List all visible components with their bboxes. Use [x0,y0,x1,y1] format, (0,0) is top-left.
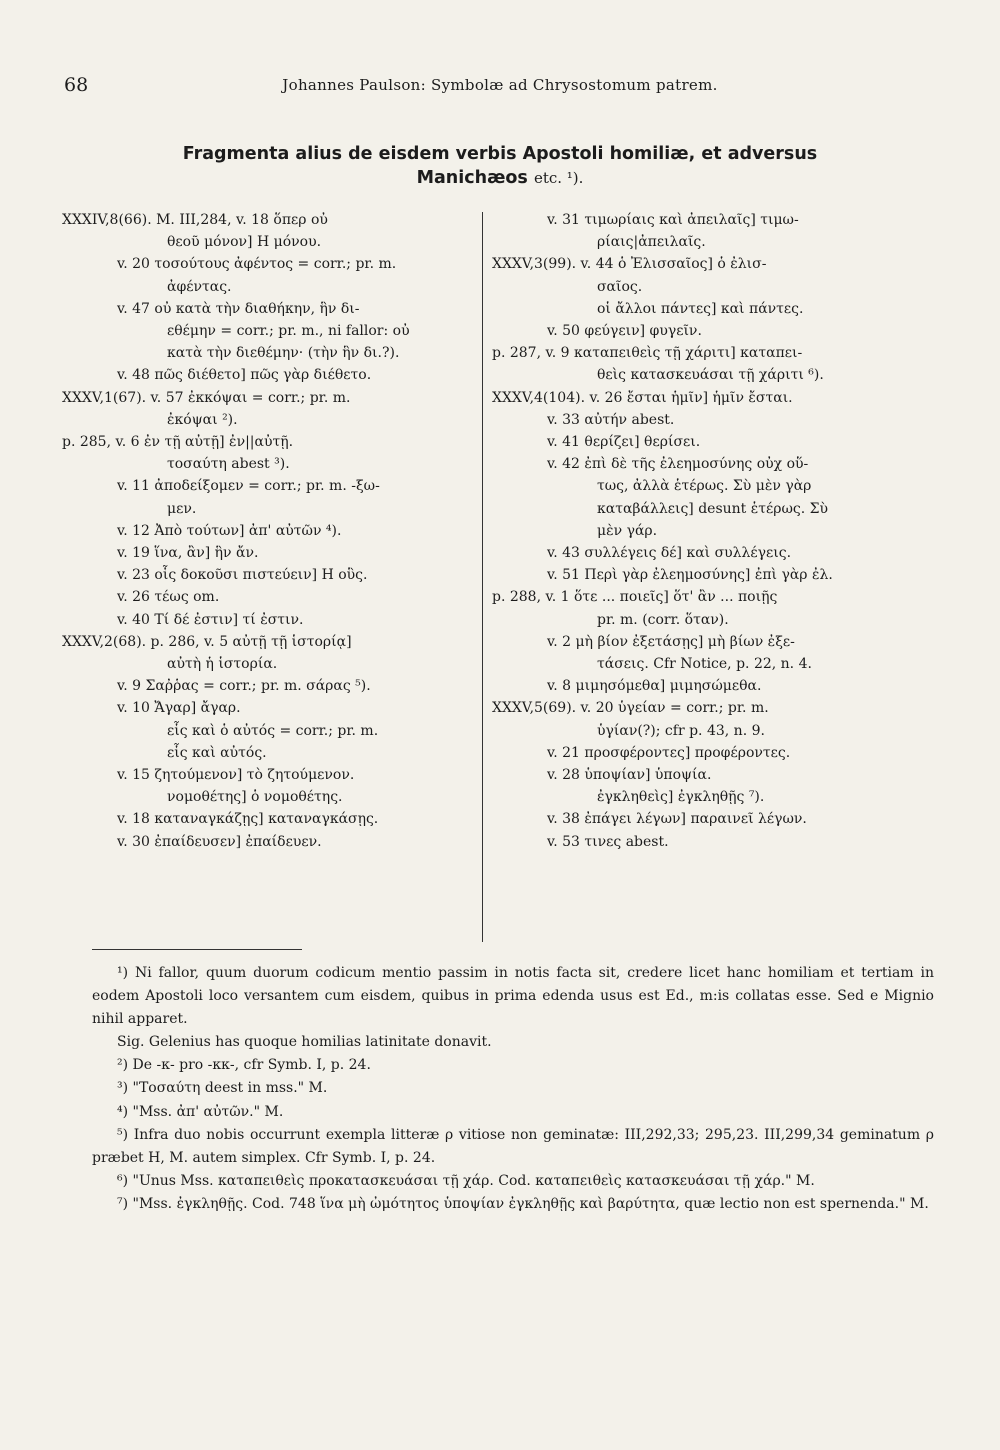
apparatus-line: p. 288, v. 1 ὅτε ... ποιεῖς] ὅτ' ἂν ... ποιῇς [492,589,778,606]
apparatus-line: v. 47 οὐ κατὰ τὴν διαθήκην, ἣν δι- [117,300,360,317]
apparatus-line: εἷς καὶ αὐτός. [167,744,267,761]
footnote: ²) De -κ- pro -κκ-, cfr Symb. I, p. 24. [117,1057,371,1074]
apparatus-line: v. 9 Σαῤῥας = corr.; pr. m. σάρας ⁵). [117,678,371,695]
left-column [62,209,477,853]
apparatus-line: v. 10 Ἄγαρ] ἄγαρ. [117,700,241,717]
footnote: ⁴) "Mss. ἀπ' αὐτῶν." M. [117,1103,284,1120]
column-divider [482,212,483,942]
right-column [492,209,932,853]
apparatus-line: θεοῦ μόνον] H μόνου. [167,234,322,251]
footnote: ³) "Τοσαύτη deest in mss." M. [117,1080,328,1097]
apparatus-line: p. 287, v. 9 καταπειθεὶς τῇ χάριτι] καταπει- [492,345,803,362]
apparatus-line: XXXV,2(68). p. 286, v. 5 αὐτῇ τῇ ἱστορίᾳ] [62,633,352,650]
apparatus-line: ὑγίαν(?); cfr p. 43, n. 9. [597,722,765,739]
apparatus-line: ρίαις|ἀπειλαῖς. [597,234,706,251]
footnote: ⁶) "Unus Mss. καταπειθεὶς προκατασκευάσαι τῇ χάρ. Cod. καταπειθεὶς κατασκευάσαι τῇ χάρ." M. [117,1172,815,1189]
apparatus-line: v. 40 Τί δέ ἐστιν] τί ἐστιν. [117,611,304,628]
apparatus-line: v. 11 ἀποδείξομεν = corr.; pr. m. -ξω- [117,478,380,495]
apparatus-line: v. 12 Ἀπὸ τούτων] ἀπ' αὐτῶν ⁴). [117,522,342,539]
apparatus-line: v. 15 ζητούμενον] τὸ ζητούμενον. [117,767,355,784]
apparatus-line: v. 33 αὐτήν abest. [547,411,675,428]
apparatus-line: v. 8 μιμησόμεθα] μιμησώμεθα. [547,678,762,695]
apparatus-line: εἷς καὶ ὁ αὐτός = corr.; pr. m. [167,722,379,739]
apparatus-line: θεὶς κατασκευάσαι τῇ χάριτι ⁶). [597,367,824,384]
apparatus-line: XXXV,3(99). v. 44 ὁ Ἐλισσαῖος] ὁ ἐλισ- [492,256,767,273]
footnote: ¹) Ni fallor, quum duorum codicum mentio passim in notis facta sit, credere licet hanc homiliam et tertiam in eodem Apostoli loco versantem cum eisdem, quibus in prima edenda usus est Ed., m:is collatas esse. Sed e Mignio nihil apparet. [92,965,934,1028]
running-title: Johannes Paulson: Symbolæ ad Chrysostomum patrem. [282,76,718,94]
apparatus-line: τοσαύτη abest ³). [167,456,290,473]
apparatus-line: v. 2 μὴ βίον ἐξετάσῃς] μὴ βίων ἐξε- [547,633,795,650]
apparatus-line: v. 51 Περὶ γὰρ ἐλεημοσύνης] ἐπὶ γὰρ ἐλ. [547,567,833,584]
apparatus-line: p. 285, v. 6 ἐν τῇ αὐτῇ] ἐν||αὐτῇ. [62,434,294,451]
apparatus-line: v. 48 πῶς διέθετο] πῶς γὰρ διέθετο. [117,367,372,384]
apparatus-line: v. 42 ἐπὶ δὲ τῆς ἐλεημοσύνης οὐχ οὕ- [547,456,809,473]
apparatus-line: v. 19 ἵνα, ἂν] ἣν ἄν. [117,545,259,562]
apparatus-line: v. 53 τινες abest. [547,833,669,850]
apparatus-line: ἐκόψαι ²). [167,411,238,428]
apparatus-line: v. 43 συλλέγεις δέ] καὶ συλλέγεις. [547,545,792,562]
apparatus-line: XXXV,4(104). v. 26 ἔσται ἡμῖν] ἡμῖν ἔσται. [492,389,793,406]
apparatus-line: μεν. [167,500,197,517]
apparatus-line: τάσεις. Cfr Notice, p. 22, n. 4. [597,656,812,673]
apparatus-line: ἀφέντας. [167,278,232,295]
footnotes [92,962,934,1216]
footnote: ⁷) "Mss. ἐγκληθῇς. Cod. 748 ἵνα μὴ ὠμότητος ὑποψίαν ἐγκληθῇς καὶ βαρύτητα, quæ lectio non est spernenda." M. [117,1195,929,1212]
footnote-rule [92,949,302,950]
apparatus-line: v. 21 προσφέροντες] προφέροντες. [547,744,791,761]
apparatus-line: XXXV,5(69). v. 20 ὑγείαν = corr.; pr. m. [492,700,769,717]
apparatus-line: v. 18 καταναγκάζῃς] καταναγκάσῃς. [117,811,379,828]
apparatus-line: v. 20 τοσούτους ἀφέντος = corr.; pr. m. [117,256,397,273]
apparatus-line: κατὰ τὴν διεθέμην· (τὴν ἣν δι.?). [167,345,400,362]
apparatus-line: νομοθέτης] ὁ νομοθέτης. [167,789,343,806]
section-title-line-1: Fragmenta alius de eisdem verbis Apostoli homiliæ, et adversus [182,144,818,164]
apparatus-line: v. 30 ἐπαίδευσεν] ἐπαίδευεν. [117,833,322,850]
apparatus-line: σαῖος. [597,278,643,295]
apparatus-line: XXXIV,8(66). M. III,284, v. 18 ὅπερ οὐ [62,212,328,228]
page-number: 68 [64,74,89,96]
footnote: ⁵) Infra duo nobis occurrunt exempla litteræ ρ vitiose non geminatæ: III,292,33; 295,23. III,299,34 geminatum ρ præbet H, M. autem simplex. Cfr Symb. I, p. 24. [92,1126,934,1166]
footnote: Sig. Gelenius has quoque homilias latinitate donavit. [117,1034,492,1051]
apparatus-line: τως, ἀλλὰ ἑτέρως. Σὺ μὲν γὰρ [597,478,812,495]
apparatus-line: μὲν γάρ. [597,522,658,539]
section-title-manichaeos: Manichæos [416,168,528,188]
apparatus-line: καταβάλλεις] desunt ἑτέρως. Σὺ [597,500,829,517]
apparatus-line: v. 41 θερίζει] θερίσει. [547,434,701,451]
apparatus-line: v. 23 οἷς δοκοῦσι πιστεύειν] H οὓς. [117,567,368,584]
section-title-etc: etc. ¹). [533,169,584,187]
apparatus-line: XXXV,1(67). v. 57 ἐκκόψαι = corr.; pr. m. [62,389,351,406]
apparatus-line: pr. m. (corr. ὅταν). [597,611,729,628]
apparatus-line: v. 26 τέως om. [117,589,220,606]
apparatus-line: v. 38 ἐπάγει λέγων] παραινεῖ λέγων. [547,811,807,828]
apparatus-line: εθέμην = corr.; pr. m., ni fallor: οὐ [167,323,410,340]
section-title-line-2 [110,166,890,190]
section-title [110,142,890,190]
apparatus-line: οἱ ἄλλοι πάντες] καὶ πάντες. [597,300,804,317]
apparatus-line: ἐγκληθεὶς] ἐγκληθῇς ⁷). [597,789,765,806]
apparatus-line: αὐτὴ ἡ ἱστορία. [167,656,278,673]
apparatus-line: v. 50 φεύγειν] φυγεῖν. [547,323,702,340]
apparatus-line: v. 28 ὑποψίαν] ὑποψία. [547,767,712,784]
apparatus-line: v. 31 τιμωρίαις καὶ ἀπειλαῖς] τιμω- [547,212,799,228]
